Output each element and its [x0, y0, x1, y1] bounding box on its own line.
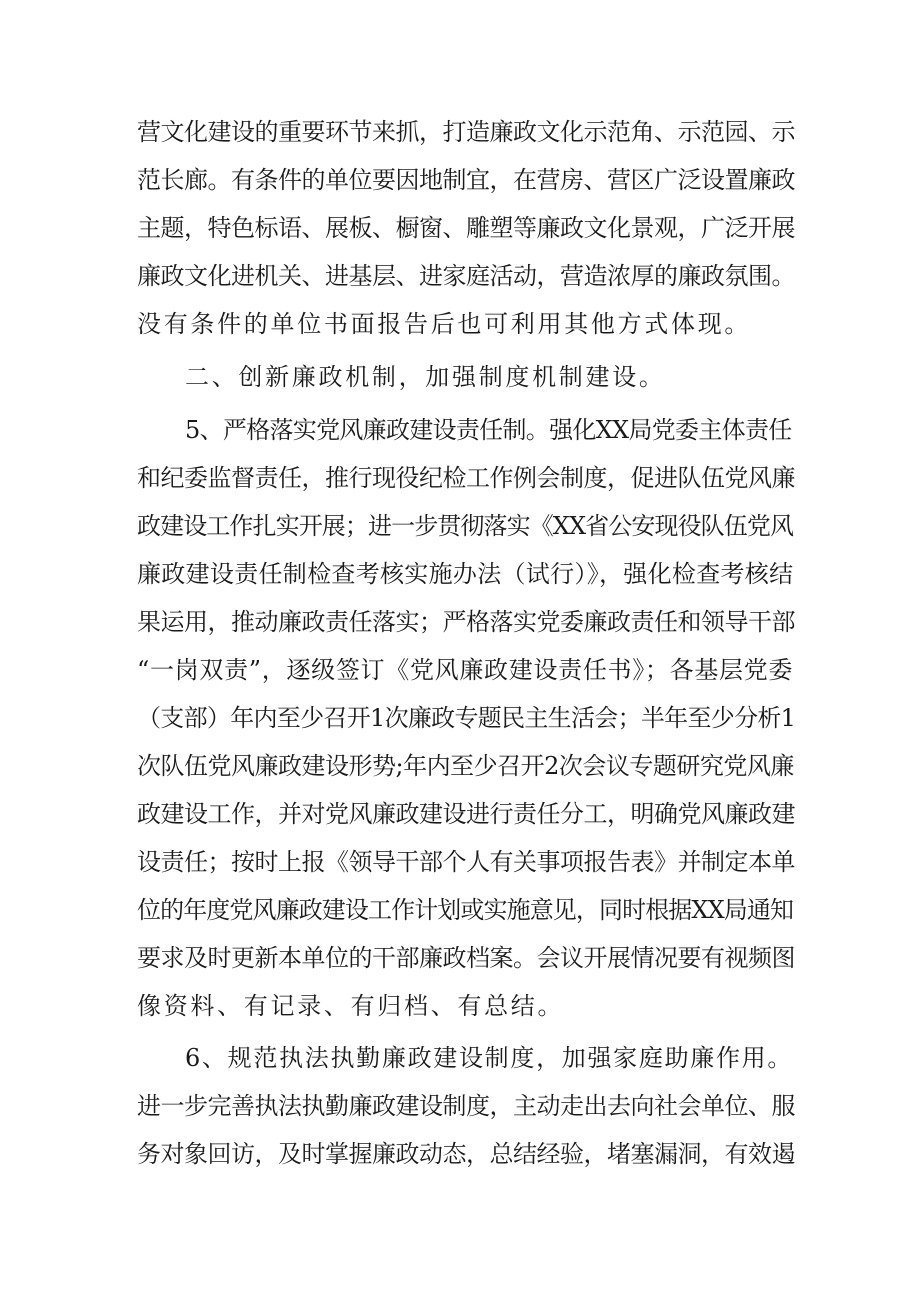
- text-line: 营文化建设的重要环节来抓，打造廉政文化示范角、示范园、示: [137, 118, 795, 146]
- section-heading: 二、创新廉政机制，加强制度机制建设。: [185, 363, 666, 391]
- text-line: 果运用，推动廉政责任落实；严格落实党委廉政责任和领导干部: [137, 608, 795, 636]
- text-line: 次队伍党风廉政建设形势;年内至少召开2次会议专题研究党风廉: [137, 752, 794, 780]
- text-line: 政建设工作扎实开展；进一步贯彻落实《XX省公安现役队伍党风: [137, 512, 794, 540]
- text-line: 主题，特色标语、展板、橱窗、雕塑等廉政文化景观，广泛开展: [137, 214, 795, 242]
- paragraph-first-line: 5、严格落实党风廉政建设责任制。强化XX局党委主体责任: [185, 416, 792, 444]
- text-line: 廉政文化进机关、进基层、进家庭活动，营造浓厚的廉政氛围。: [137, 262, 795, 290]
- text-line: 务对象回访，及时掌握廉政动态，总结经验，堵塞漏洞，有效遏: [137, 1140, 795, 1168]
- text-line: 进一步完善执法执勤廉政建设制度，主动走出去向社会单位、服: [137, 1092, 795, 1120]
- text-line: 没有条件的单位书面报告后也可利用其他方式体现。: [137, 310, 752, 338]
- paragraph-first-line: 6、规范执法执勤廉政建设制度，加强家庭助廉作用。: [185, 1044, 794, 1072]
- text-line: 要求及时更新本单位的干部廉政档案。会议开展情况要有视频图: [137, 944, 795, 972]
- text-line: 廉政建设责任制检查考核实施办法（试行）》，强化检查考核结: [137, 560, 794, 588]
- text-line: 位的年度党风廉政建设工作计划或实施意见，同时根据XX局通知: [137, 896, 794, 924]
- text-line: （支部）年内至少召开1次廉政专题民主生活会；半年至少分析1: [137, 704, 796, 732]
- text-line: 和纪委监督责任，推行现役纪检工作例会制度，促进队伍党风廉: [137, 464, 795, 492]
- text-line: 政建设工作，并对党风廉政建设进行责任分工，明确党风廉政建: [137, 800, 795, 828]
- text-line: 像资料、有记录、有归档、有总结。: [137, 992, 565, 1020]
- text-line: “一岗双责”，逐级签订《党风廉政建设责任书》；各基层党委: [137, 656, 794, 684]
- text-line: 设责任；按时上报《领导干部个人有关事项报告表》并制定本单: [137, 848, 795, 876]
- text-line: 范长廊。有条件的单位要因地制宜，在营房、营区广泛设置廉政: [137, 166, 795, 194]
